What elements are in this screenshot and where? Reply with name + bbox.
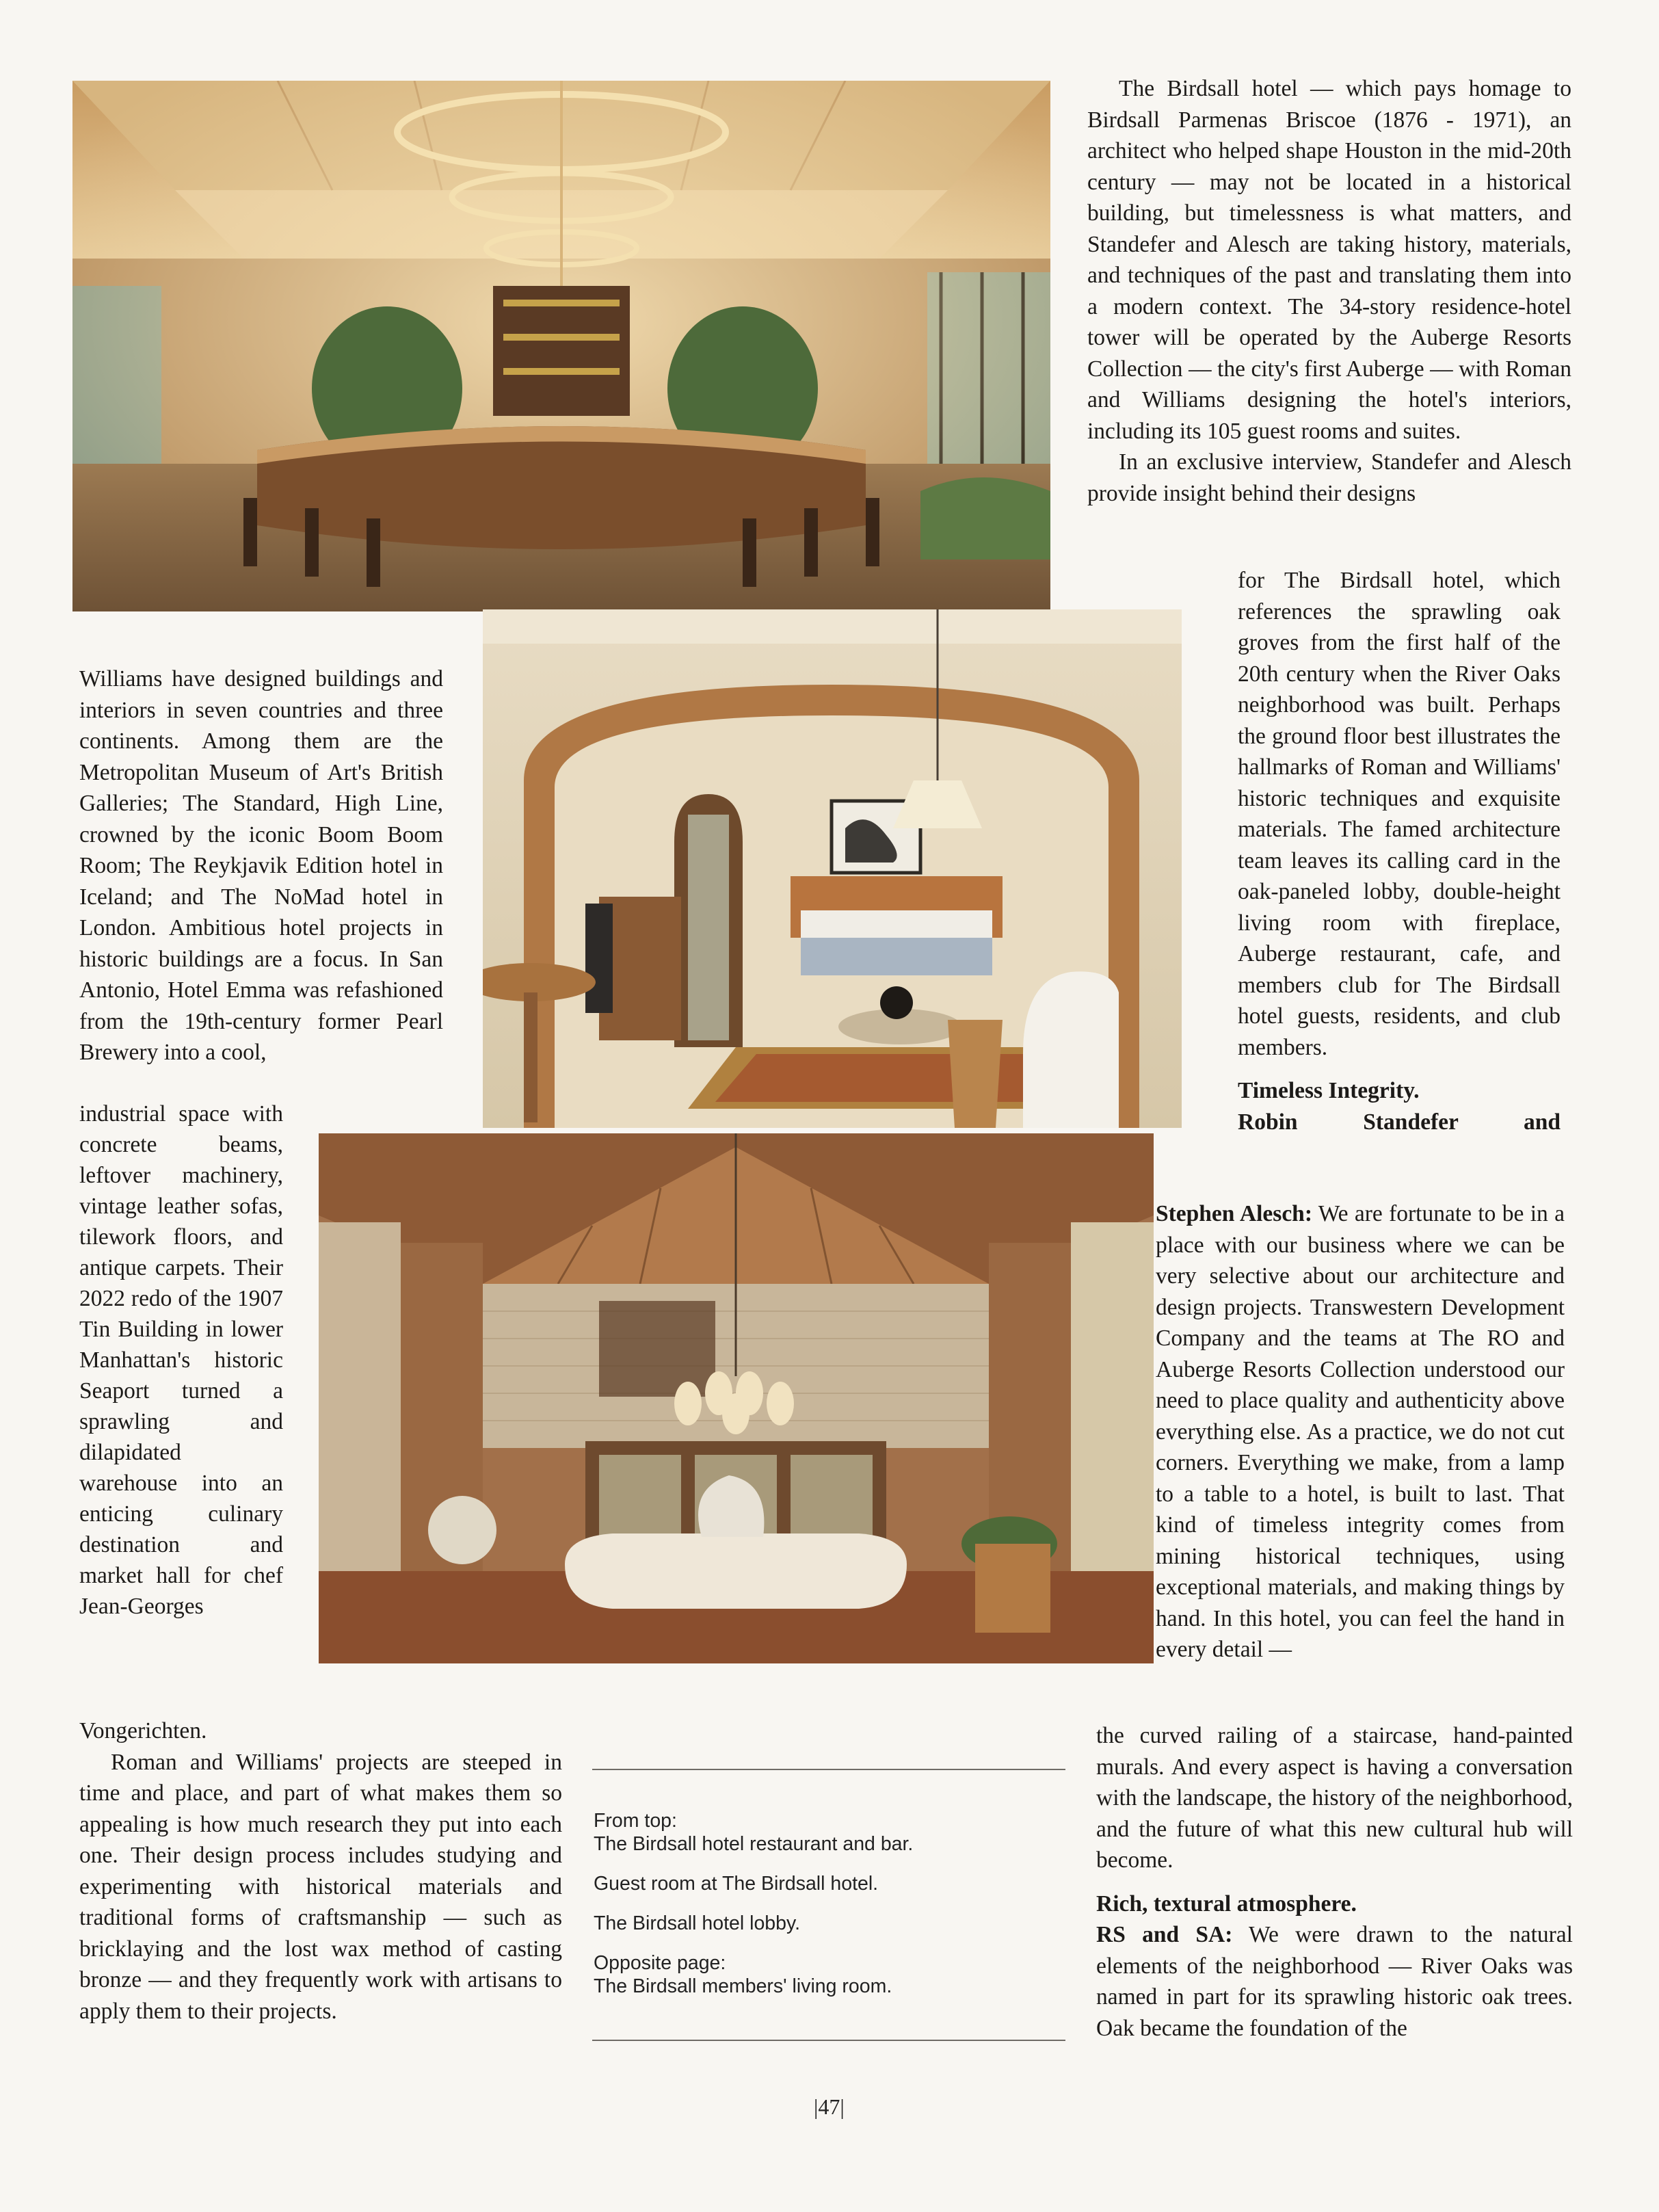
guest-room-illustration xyxy=(483,609,1182,1128)
left-paragraph-2: Roman and Williams' projects are steeped in time and place, and part of what makes them so appealing is how much research they put into each one. Their design process includes studying and experimenting with historical materials and traditional forms of craftsmanship — such as bricklaying and the lost wax method of casting bronze — and they frequently work with artisans to apply them to their projects. xyxy=(79,1749,562,2024)
caption-lobby: The Birdsall hotel lobby. xyxy=(594,1912,801,1934)
caption-opposite-page: Opposite page: xyxy=(594,1952,726,1974)
caption-living-room: The Birdsall members' living room. xyxy=(594,1975,892,1997)
caption-top-rule xyxy=(592,1769,1065,1770)
lobby-illustration xyxy=(319,1133,1154,1663)
caption-from-top: From top: xyxy=(594,1810,677,1832)
interview-paragraph-start: In an exclusive interview, Standefer and Alesch provide insight behind their designs xyxy=(1087,449,1571,506)
page-number: |47| xyxy=(814,2094,845,2119)
heading-rich-textural: Rich, textural atmosphere. xyxy=(1096,1891,1357,1917)
speaker-names-line2: Stephen Alesch: xyxy=(1156,1201,1312,1226)
answer-timeless-integrity: We are fortunate to be in a place with our business where we can be very selective about our architecture and design projects. Transwestern Development Company and the teams at The RO and Auberge Resorts Collection understood our need to place quality and authenticity above everything else. As a practice, we do not cut corners. Everything we make, from a lamp to a table to a hotel, is built to last. That kind of timeless integrity comes from mining historical techniques, using exceptional materials, and making things by hand. In this hotel, you can feel the hand in every detail — xyxy=(1156,1201,1565,1662)
right-column-mid xyxy=(1156,1198,1565,1665)
restaurant-bar-illustration xyxy=(72,81,1050,611)
left-column-top xyxy=(79,663,443,1068)
guest-room-photo xyxy=(483,609,1182,1128)
caption-guest-room: Guest room at The Birdsall hotel. xyxy=(594,1873,879,1895)
caption-block xyxy=(594,1809,1065,2014)
speaker-names-line1: Robin Standefer and xyxy=(1238,1109,1561,1135)
left-column-narrow xyxy=(79,1098,283,1622)
answer-rich-textural: We were drawn to the natural elements of the neighborhood — River Oaks was named in part for its sprawling historic oak trees. Oak became the foundation of the xyxy=(1096,1922,1573,2041)
caption-restaurant: The Birdsall hotel restaurant and bar. xyxy=(594,1833,914,1855)
intro-paragraph: The Birdsall hotel — which pays homage to Birdsall Parmenas Briscoe (1876 - 1971), an architect who helped shape Houston in the mid-20th century — may not be located in a historical building, but timelessness is what matters, and Standefer and Alesch are taking history, materials, and techniques of the past and translating them into a modern context. The 34-story residence-hotel tower will be operated by the Auberge Resorts Collection — the city's first Auberge — with Roman and Williams designing the hotel's interiors, including its 105 guest rooms and suites. xyxy=(1087,76,1571,444)
heading-timeless-integrity: Timeless Integrity. xyxy=(1238,1078,1420,1103)
right-column-top xyxy=(1087,73,1571,509)
left-paragraph-continued: industrial space with concrete beams, leftover machinery, vintage leather sofas, tilework floors, and antique carpets. Their 2022 redo of the 1907 Tin Building in lower Manhattan's historic Seaport turned a sprawling and dilapidated warehouse into an enticing culinary destination and market hall for chef Jean-Georges xyxy=(79,1101,283,1619)
restaurant-bar-photo xyxy=(72,81,1050,611)
left-paragraph-end: Vongerichten. xyxy=(79,1718,207,1743)
right-column-bottom xyxy=(1096,1720,1573,2044)
interview-paragraph-continued: for The Birdsall hotel, which references the sprawling oak groves from the first half of the 20th century when the River Oaks neighborhood was built. Perhaps the ground floor best illustrates the hallmarks of Roman and Williams' historic techniques and exquisite materials. The famed architecture team leaves its calling card in the oak-paneled lobby, double-height living room with fireplace, Auberge restaurant, cafe, and members club for The Birdsall hotel guests, residents, and club members. xyxy=(1238,568,1561,1060)
caption-bottom-rule xyxy=(592,2040,1065,2041)
right-column-narrow xyxy=(1238,565,1561,1137)
speaker-initials: RS and SA: xyxy=(1096,1922,1233,1947)
left-column-bottom xyxy=(79,1715,562,2027)
left-paragraph-start: Williams have designed buildings and interiors in seven countries and three continents. Among them are the Metropolitan Museum of Art's British Galleries; The Standard, High Line, crowned by the iconic Boom Boom Room; The Reykjavik Edition hotel in Iceland; and The NoMad hotel in London. Ambitious hotel projects in historic buildings are a focus. In San Antonio, Hotel Emma was refashioned from the 19th-century former Pearl Brewery into a cool, xyxy=(79,666,443,1065)
lobby-photo xyxy=(319,1133,1154,1663)
answer-timeless-integrity-continued: the curved railing of a staircase, hand-painted murals. And every aspect is having a conversation with the landscape, the history of the neighborhood, and the future of what this new cultural hub will become. xyxy=(1096,1723,1573,1873)
